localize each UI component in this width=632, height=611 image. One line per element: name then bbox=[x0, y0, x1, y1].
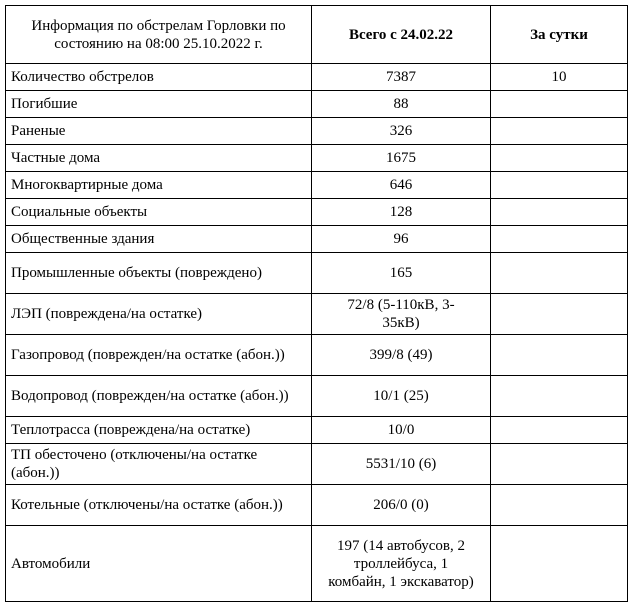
row-day bbox=[491, 172, 628, 199]
table-row bbox=[6, 485, 628, 526]
table-row bbox=[6, 376, 628, 417]
row-label: Теплотрасса (повреждена/на остатке) bbox=[6, 417, 312, 444]
table-row bbox=[6, 526, 628, 602]
row-total: 72/8 (5-110кВ, 3-35кВ) bbox=[312, 294, 491, 335]
table-row bbox=[6, 172, 628, 199]
table-row bbox=[6, 145, 628, 172]
row-day bbox=[491, 485, 628, 526]
row-label: Раненые bbox=[6, 118, 312, 145]
table-row bbox=[6, 253, 628, 294]
day-column-header: За сутки bbox=[491, 6, 628, 64]
row-label: Автомобили bbox=[6, 526, 312, 602]
table-row bbox=[6, 91, 628, 118]
row-day bbox=[491, 91, 628, 118]
table-row bbox=[6, 199, 628, 226]
header-row bbox=[6, 6, 628, 64]
row-label: Водопровод (поврежден/на остатке (абон.)) bbox=[6, 376, 312, 417]
row-total: 326 bbox=[312, 118, 491, 145]
row-day bbox=[491, 335, 628, 376]
row-label: Многоквартирные дома bbox=[6, 172, 312, 199]
row-total: 197 (14 автобусов, 2 троллейбуса, 1 комбайн, 1 экскаватор) bbox=[312, 526, 491, 602]
row-day bbox=[491, 444, 628, 485]
row-day bbox=[491, 199, 628, 226]
row-label: ЛЭП (повреждена/на остатке) bbox=[6, 294, 312, 335]
row-label: Частные дома bbox=[6, 145, 312, 172]
row-day bbox=[491, 253, 628, 294]
row-day bbox=[491, 145, 628, 172]
total-column-header: Всего с 24.02.22 bbox=[312, 6, 491, 64]
row-day bbox=[491, 118, 628, 145]
row-day: 10 bbox=[491, 64, 628, 91]
row-label: Котельные (отключены/на остатке (абон.)) bbox=[6, 485, 312, 526]
row-label: Количество обстрелов bbox=[6, 64, 312, 91]
table-row bbox=[6, 335, 628, 376]
table-row bbox=[6, 118, 628, 145]
row-total: 7387 bbox=[312, 64, 491, 91]
table-row bbox=[6, 64, 628, 91]
row-total: 96 bbox=[312, 226, 491, 253]
row-total: 206/0 (0) bbox=[312, 485, 491, 526]
row-total: 646 bbox=[312, 172, 491, 199]
table-row bbox=[6, 294, 628, 335]
row-total: 1675 bbox=[312, 145, 491, 172]
row-day bbox=[491, 526, 628, 602]
table-row bbox=[6, 444, 628, 485]
shelling-report-table bbox=[5, 5, 628, 602]
table-row bbox=[6, 226, 628, 253]
table-row bbox=[6, 417, 628, 444]
row-label: Общественные здания bbox=[6, 226, 312, 253]
row-label: ТП обесточено (отключены/на остатке (абон.)) bbox=[6, 444, 312, 485]
row-total: 399/8 (49) bbox=[312, 335, 491, 376]
row-total: 10/0 bbox=[312, 417, 491, 444]
row-day bbox=[491, 376, 628, 417]
row-total: 10/1 (25) bbox=[312, 376, 491, 417]
row-label: Социальные объекты bbox=[6, 199, 312, 226]
row-day bbox=[491, 417, 628, 444]
row-label: Газопровод (поврежден/на остатке (абон.)) bbox=[6, 335, 312, 376]
row-total: 88 bbox=[312, 91, 491, 118]
row-label: Промышленные объекты (повреждено) bbox=[6, 253, 312, 294]
row-total: 5531/10 (6) bbox=[312, 444, 491, 485]
row-total: 128 bbox=[312, 199, 491, 226]
report-title: Информация по обстрелам Горловки по состоянию на 08:00 25.10.2022 г. bbox=[6, 6, 312, 64]
row-total: 165 bbox=[312, 253, 491, 294]
row-label: Погибшие bbox=[6, 91, 312, 118]
row-day bbox=[491, 226, 628, 253]
row-day bbox=[491, 294, 628, 335]
